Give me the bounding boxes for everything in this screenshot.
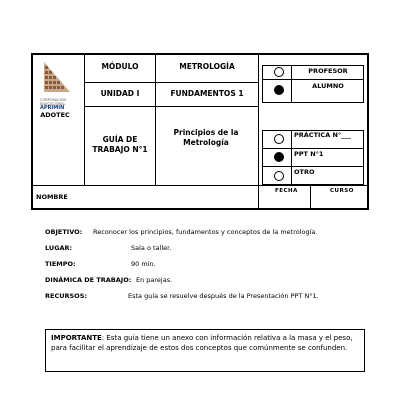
fecha-label: FECHA [275,188,298,194]
practica-label: PRÁCTICA N°___ [294,131,351,139]
note-title: IMPORTANTE [51,334,102,342]
lugar-label: LUGAR: [45,244,73,252]
alumno-radio[interactable] [274,85,284,95]
profesor-radio[interactable] [274,67,284,77]
logo-triangle-icon [40,60,72,94]
divider [84,106,258,107]
divider [291,130,292,185]
practica-radio[interactable] [274,134,284,144]
note-body: : Esta guía tiene un anexo con información relativa a la masa y el peso, para facilitar el aprendizaje de estos dos conceptos que comúnmente se confunden. [51,334,353,352]
divider [84,53,85,185]
important-note [45,329,365,372]
guia-label: GUÍA DE TRABAJO N°1 [92,135,148,154]
objetivo-label: OBJETIVO: [45,228,83,236]
divider [31,185,369,186]
divider [155,53,156,185]
modulo-label: MÓDULO [101,62,139,71]
org-name: ADOTEC [40,111,70,119]
logo-line-2: EDUCACIONAL [40,102,66,106]
logo-line-3: APRIMIN [40,105,65,111]
nombre-label: NOMBRE [36,193,68,201]
dinamica-value: En parejas. [136,276,173,284]
unidad-value: FUNDAMENTOS 1 [170,89,244,98]
tiempo-value: 90 min. [131,260,156,268]
profesor-label: PROFESOR [308,67,348,75]
divider [84,82,258,83]
ppt-label: PPT N°1 [294,150,324,158]
lugar-value: Sala o taller. [131,244,172,252]
divider [258,53,259,210]
dinamica-label: DINÁMICA DE TRABAJO: [45,276,132,284]
alumno-label: ALUMNO [312,82,344,90]
recursos-value: Esta guía se resuelve después de la Presentación PPT N°1. [128,292,319,300]
recursos-label: RECURSOS: [45,292,87,300]
ppt-radio[interactable] [274,152,284,162]
logo-line-1: CORPORACIÓN [40,98,66,102]
tiempo-label: TIEMPO: [45,260,76,268]
otro-label: OTRO [294,168,315,176]
divider [262,79,364,80]
divider [291,65,292,103]
divider [310,185,311,210]
topic-title: Principios de la Metrología [173,128,239,147]
curso-label: CURSO [330,188,354,194]
unidad-label: UNIDAD I [100,89,140,98]
objetivo-value: Reconocer los principios, fundamentos y conceptos de la metrología. [93,228,318,236]
modulo-value: METROLOGÍA [179,62,235,71]
logo [40,60,72,111]
otro-radio[interactable] [274,171,284,181]
